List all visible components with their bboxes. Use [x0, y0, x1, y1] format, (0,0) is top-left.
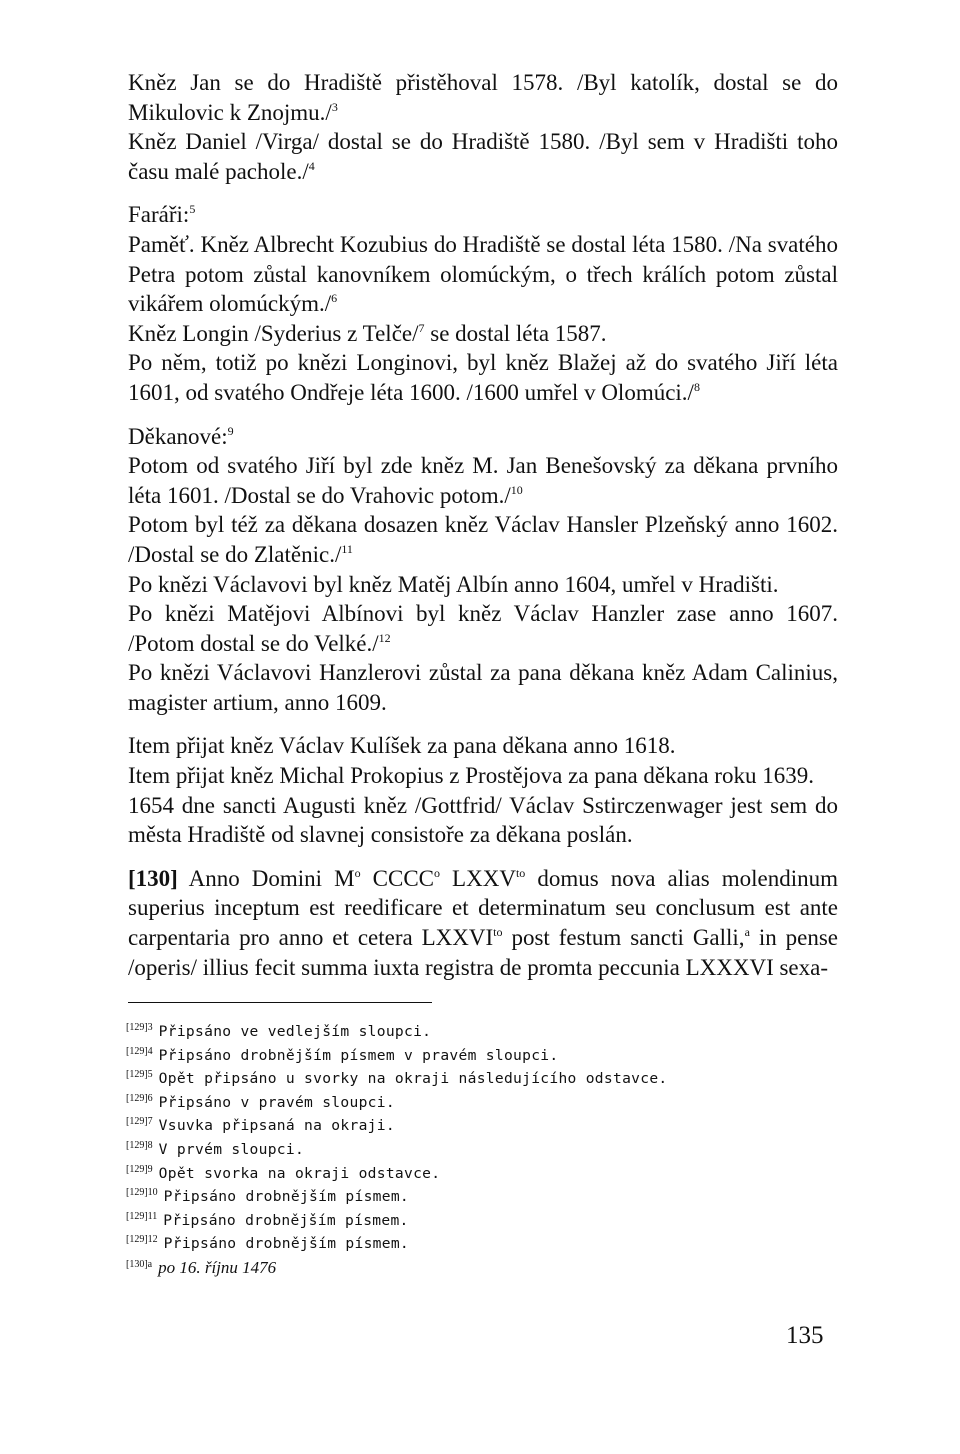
- note-ref: 3: [331, 99, 338, 114]
- page-number: 135: [786, 1322, 824, 1349]
- paragraph-hanzler: [128, 599, 838, 658]
- paragraph-kozubius: [128, 230, 838, 319]
- footnote-text: Připsáno drobnějším písmem.: [163, 1235, 409, 1253]
- note-ref: 11: [341, 541, 353, 556]
- text: CCCC: [360, 865, 434, 891]
- text: Kněz Longin /Syderius z Telče/: [128, 320, 419, 346]
- footnote-text: Připsáno ve vedlejším sloupci.: [158, 1023, 432, 1040]
- text: Po knězi Matějovi Albínovi byl kněz Václav Hanzler zase anno 1607. /Potom dostal se do Velké./: [128, 601, 838, 656]
- footnote: [126, 1138, 846, 1162]
- note-ref: 9: [227, 423, 234, 438]
- footnote-ref: [129]11: [126, 1210, 158, 1222]
- footnote: [126, 1044, 846, 1068]
- footnote-ref: [129]9: [126, 1163, 153, 1175]
- text: LXXV: [440, 865, 516, 891]
- footnote-ref: [129]6: [126, 1092, 153, 1104]
- footnote-text: V prvém sloupci.: [158, 1140, 305, 1158]
- footnote-ref: [129]8: [126, 1139, 153, 1151]
- footnote-text: Připsáno drobnějším písmem.: [163, 1188, 409, 1206]
- footnote: [126, 1185, 846, 1209]
- text: post festum sancti Galli,: [502, 925, 745, 951]
- paragraph-longin: [128, 319, 838, 349]
- footnote: [126, 1067, 846, 1091]
- paragraph-prokopius: Item přijat kněz Michal Prokopius z Prostějova za pana děkana roku 1639.: [128, 763, 814, 789]
- text: Paměť. Kněz Albrecht Kozubius do Hradiště se dostal léta 1580. /Na svatého Petra potom zůstal kanovníkem olomúckým, o třech králích potom zůstal vikářem olomúckým./: [128, 231, 838, 317]
- footnote: [126, 1256, 846, 1281]
- paragraph-jan: [128, 68, 838, 127]
- note-ref: 5: [189, 202, 196, 217]
- paragraph-albin: Po knězi Václavovi byl kněz Matěj Albín anno 1604, umřel v Hradišti.: [128, 571, 779, 597]
- note-ref: 10: [510, 482, 523, 497]
- paragraph-kulisek: Item přijat kněz Václav Kulíšek za pana děkana anno 1618.: [128, 733, 676, 759]
- heading: Děkanové:: [128, 423, 228, 449]
- paragraph-sstirczenwager: 1654 dne sancti Augusti kněz /Gottfrid/ Václav Sstirczenwager jest sem do města Hradiště od slavnej consistoře za děkana poslán.: [128, 792, 838, 848]
- superscript: to: [515, 865, 526, 880]
- paragraph-blazej: [128, 348, 838, 407]
- footnote: [126, 1114, 846, 1138]
- footnote: [126, 1162, 846, 1186]
- footnote-text: Připsáno drobnějším písmem v pravém sloupci.: [158, 1046, 559, 1064]
- footnotes: [126, 1020, 846, 1281]
- section-marker: [130]: [128, 865, 178, 891]
- paragraph-daniel: [128, 127, 838, 186]
- paragraph-calinius: Po knězi Václavovi Hanzlerovi zůstal za pana děkana kněz Adam Calinius, magister artium, anno 1609.: [128, 660, 838, 715]
- heading-farari: [128, 200, 838, 230]
- note-ref: a: [744, 925, 750, 940]
- footnote-text: Připsáno v pravém sloupci.: [158, 1093, 395, 1111]
- footnote-text: Opět připsáno u svorky na okraji následujícího odstavce.: [158, 1070, 668, 1088]
- note-ref: 7: [418, 320, 425, 335]
- note-ref: 8: [693, 379, 700, 394]
- text: Potom byl též za děkana dosazen kněz Václav Hansler Plzeňský anno 1602. /Dostal se do Zlatěnic./: [128, 512, 838, 567]
- text: Kněz Daniel /Virga/ dostal se do Hradiště 1580. /Byl sem v Hradišti toho času malé pachole./: [128, 129, 838, 184]
- superscript: to: [493, 925, 503, 940]
- footnote-text: Vsuvka připsaná na okraji.: [158, 1117, 395, 1135]
- footnote-ref: [129]5: [126, 1069, 153, 1081]
- text: Po něm, totiž po knězi Longinovi, byl kněz Blažej až do svatého Jiří léta 1601, od svatého Ondřeje léta 1600. /1600 umřel v Olomúci./: [128, 350, 838, 405]
- note-ref: 6: [331, 291, 338, 306]
- footnote-ref: [129]3: [126, 1022, 153, 1033]
- note-ref: 12: [378, 630, 391, 645]
- heading-dekanove: [128, 422, 838, 452]
- footnote-ref: [129]4: [126, 1045, 153, 1057]
- main-text: [128, 68, 838, 982]
- text: Potom od svatého Jiří byl zde kněz M. Jan Benešovský za děkana prvního léta 1601. /Dostal se do Vrahovic potom./: [128, 453, 838, 508]
- text: se dostal léta 1587.: [424, 320, 607, 346]
- text: domus nova alias molendinum superius inceptum est reedificare et determinatum seu conclusum est ante carpentaria pro anno et cetera LXXVI: [128, 865, 838, 951]
- text: in pense /operis/ illius fecit summa iuxta registra de promta peccunia LXXXVI sexa-: [128, 925, 839, 980]
- footnote: [126, 1091, 846, 1115]
- superscript: o: [434, 865, 440, 880]
- text: Kněz Jan se do Hradiště přistěhoval 1578. /Byl katolík, dostal se do Mikulovic k Znojmu./: [128, 70, 838, 125]
- footnote-text: Připsáno drobnějším písmem.: [163, 1211, 409, 1229]
- heading: Faráři:: [128, 202, 190, 228]
- footnote: [126, 1232, 846, 1256]
- footnote-ref: [129]12: [126, 1234, 158, 1246]
- footnote-ref: [129]10: [126, 1187, 158, 1199]
- paragraph-benesovsky: [128, 451, 838, 510]
- footnote-ref: [130]a: [126, 1258, 153, 1270]
- superscript: o: [354, 865, 361, 880]
- text: Anno Domini M: [177, 865, 355, 891]
- paragraph-latin: [128, 864, 838, 982]
- paragraph-hansler: [128, 510, 838, 569]
- footnote: [126, 1209, 846, 1233]
- footnote: [126, 1020, 846, 1044]
- note-ref: 4: [308, 158, 315, 173]
- footnote-text: Opět svorka na okraji odstavce.: [158, 1164, 441, 1182]
- footnote-ref: [129]7: [126, 1116, 153, 1128]
- footnote-separator: [128, 1002, 432, 1003]
- footnote-text: po 16. říjnu 1476: [158, 1257, 277, 1277]
